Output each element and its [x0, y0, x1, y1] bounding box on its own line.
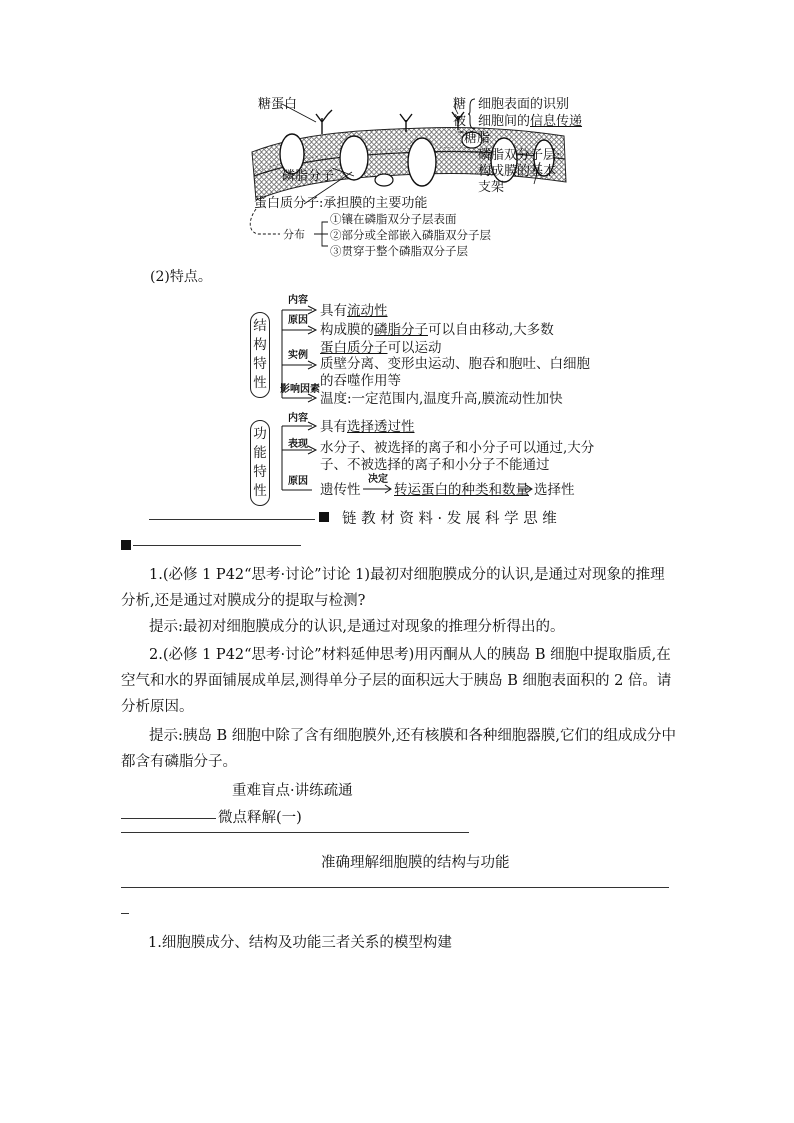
structure-tag-factor: 影响因素: [280, 384, 320, 395]
arrow-decide: [362, 484, 392, 494]
question-2: 2.(必修 1 P42“思考·讨论”材料延伸思考)用丙酮从人的胰岛 B 细胞中提取脂质,在空气和水的界面铺展成单层,测得单分子层的面积远大于胰岛 B 细胞表面积的 2 倍。请分析原因。: [121, 647, 672, 715]
label-bilayer: 磷脂双分子层:: [478, 148, 561, 163]
label-glycocalyx-1: 糖: [453, 97, 467, 112]
structure-char: 构: [253, 337, 267, 353]
label-phospholipid-molecule: 磷脂分子: [282, 169, 335, 184]
micro-rule-left: [121, 818, 216, 819]
function-reason-c: 选择性: [534, 482, 575, 498]
distribution-item-1: ①镶在磷脂双分子层表面: [330, 212, 457, 226]
arrow-to-selectivity: [517, 484, 533, 494]
structure-char: 性: [253, 375, 267, 391]
heading-difficult-points: 重难盲点·讲练疏通: [232, 783, 353, 799]
function-char: 能: [253, 445, 267, 461]
function-tag-reason: 原因: [288, 476, 308, 487]
answer-1: 提示:最初对细胞膜成分的认识,是通过对现象的推理分析得出的。: [149, 619, 565, 635]
function-char: 性: [253, 483, 267, 499]
banner-title: 链 教 材 资 料 · 发 展 科 学 思 维: [342, 511, 557, 527]
structure-title-box: [250, 312, 270, 398]
function-connector-lines: [272, 412, 322, 502]
topic-rule: [121, 887, 669, 888]
banner-rule-left: [149, 519, 315, 520]
structure-reason-line1: 构成膜的磷脂分子可以自由移动,大多数: [320, 322, 554, 338]
structure-reason-line2: 蛋白质分子可以运动: [320, 340, 442, 356]
function-title-box: [250, 420, 270, 506]
function-char: 功: [253, 426, 267, 442]
distribution-item-2: ②部分或全部嵌入磷脂双分子层: [330, 228, 491, 242]
question-1: 1.(必修 1 P42“思考·讨论”讨论 1)最初对细胞膜成分的认识,是通过对现象的推理分析,还是通过对膜成分的提取与检测?: [121, 567, 665, 609]
label-info-transfer: 细胞间的信息传递: [478, 114, 583, 129]
banner-square: [319, 512, 329, 522]
distribution-item-3: ③贯穿于整个磷脂双分子层: [330, 244, 468, 258]
structure-char: 结: [253, 318, 267, 334]
label-distribution: 分布: [283, 228, 305, 241]
label-glycolipid: 糖脂: [464, 131, 491, 146]
function-reason-a: 遗传性: [320, 482, 361, 498]
function-expr-line2: 子、不被选择的离子和小分子不能通过: [320, 457, 550, 473]
structure-example-line1: 质壁分离、变形虫运动、胞吞和胞吐、白细胞: [320, 356, 590, 372]
function-content: 具有选择透过性: [320, 419, 415, 435]
topic-rule-tail: [121, 913, 129, 914]
label-bilayer-desc1: 构成膜的基本: [478, 164, 557, 179]
function-tag-content: 内容: [288, 413, 308, 424]
structure-example-line2: 的吞噬作用等: [320, 373, 401, 389]
micro-rule-under: [121, 832, 469, 833]
structure-tag-example: 实例: [288, 350, 308, 361]
label-glycoprotein: 糖蛋白: [258, 97, 298, 112]
function-expr-line1: 水分子、被选择的离子和小分子可以通过,大分: [320, 440, 595, 456]
brace-glycocalyx: [468, 98, 476, 130]
function-char: 特: [253, 464, 267, 480]
heading-micro-point: 微点释解(一): [218, 810, 302, 826]
structure-factor: 温度:一定范围内,温度升高,膜流动性加快: [320, 391, 563, 407]
item-1: 1.细胞膜成分、结构及功能三者关系的模型构建: [148, 935, 452, 951]
structure-tag-reason: 原因: [288, 315, 308, 326]
section-heading: (2)特点。: [150, 269, 212, 285]
structure-char: 特: [253, 356, 267, 372]
heading-topic: 准确理解细胞膜的结构与功能: [321, 855, 510, 871]
function-tag-expression: 表现: [288, 439, 308, 450]
structure-tag-content: 内容: [288, 295, 308, 306]
banner-rule-right: [133, 545, 301, 546]
answer-2: 提示:胰岛 B 细胞中除了含有细胞膜外,还有核膜和各种细胞器膜,它们的组成成分中都含有磷脂分子。: [121, 728, 676, 770]
label-bilayer-desc2: 支架: [478, 180, 505, 195]
function-reason-b: 转运蛋白的种类和数量: [394, 482, 529, 498]
banner-square-2: [121, 540, 131, 550]
label-protein: 蛋白质分子:承担膜的主要功能: [254, 196, 428, 211]
structure-content: 具有流动性: [320, 303, 388, 319]
function-reason-decide: 决定: [368, 474, 388, 485]
label-cell-recognition: 细胞表面的识别: [478, 97, 570, 112]
label-glycocalyx-2: 被: [453, 114, 467, 129]
